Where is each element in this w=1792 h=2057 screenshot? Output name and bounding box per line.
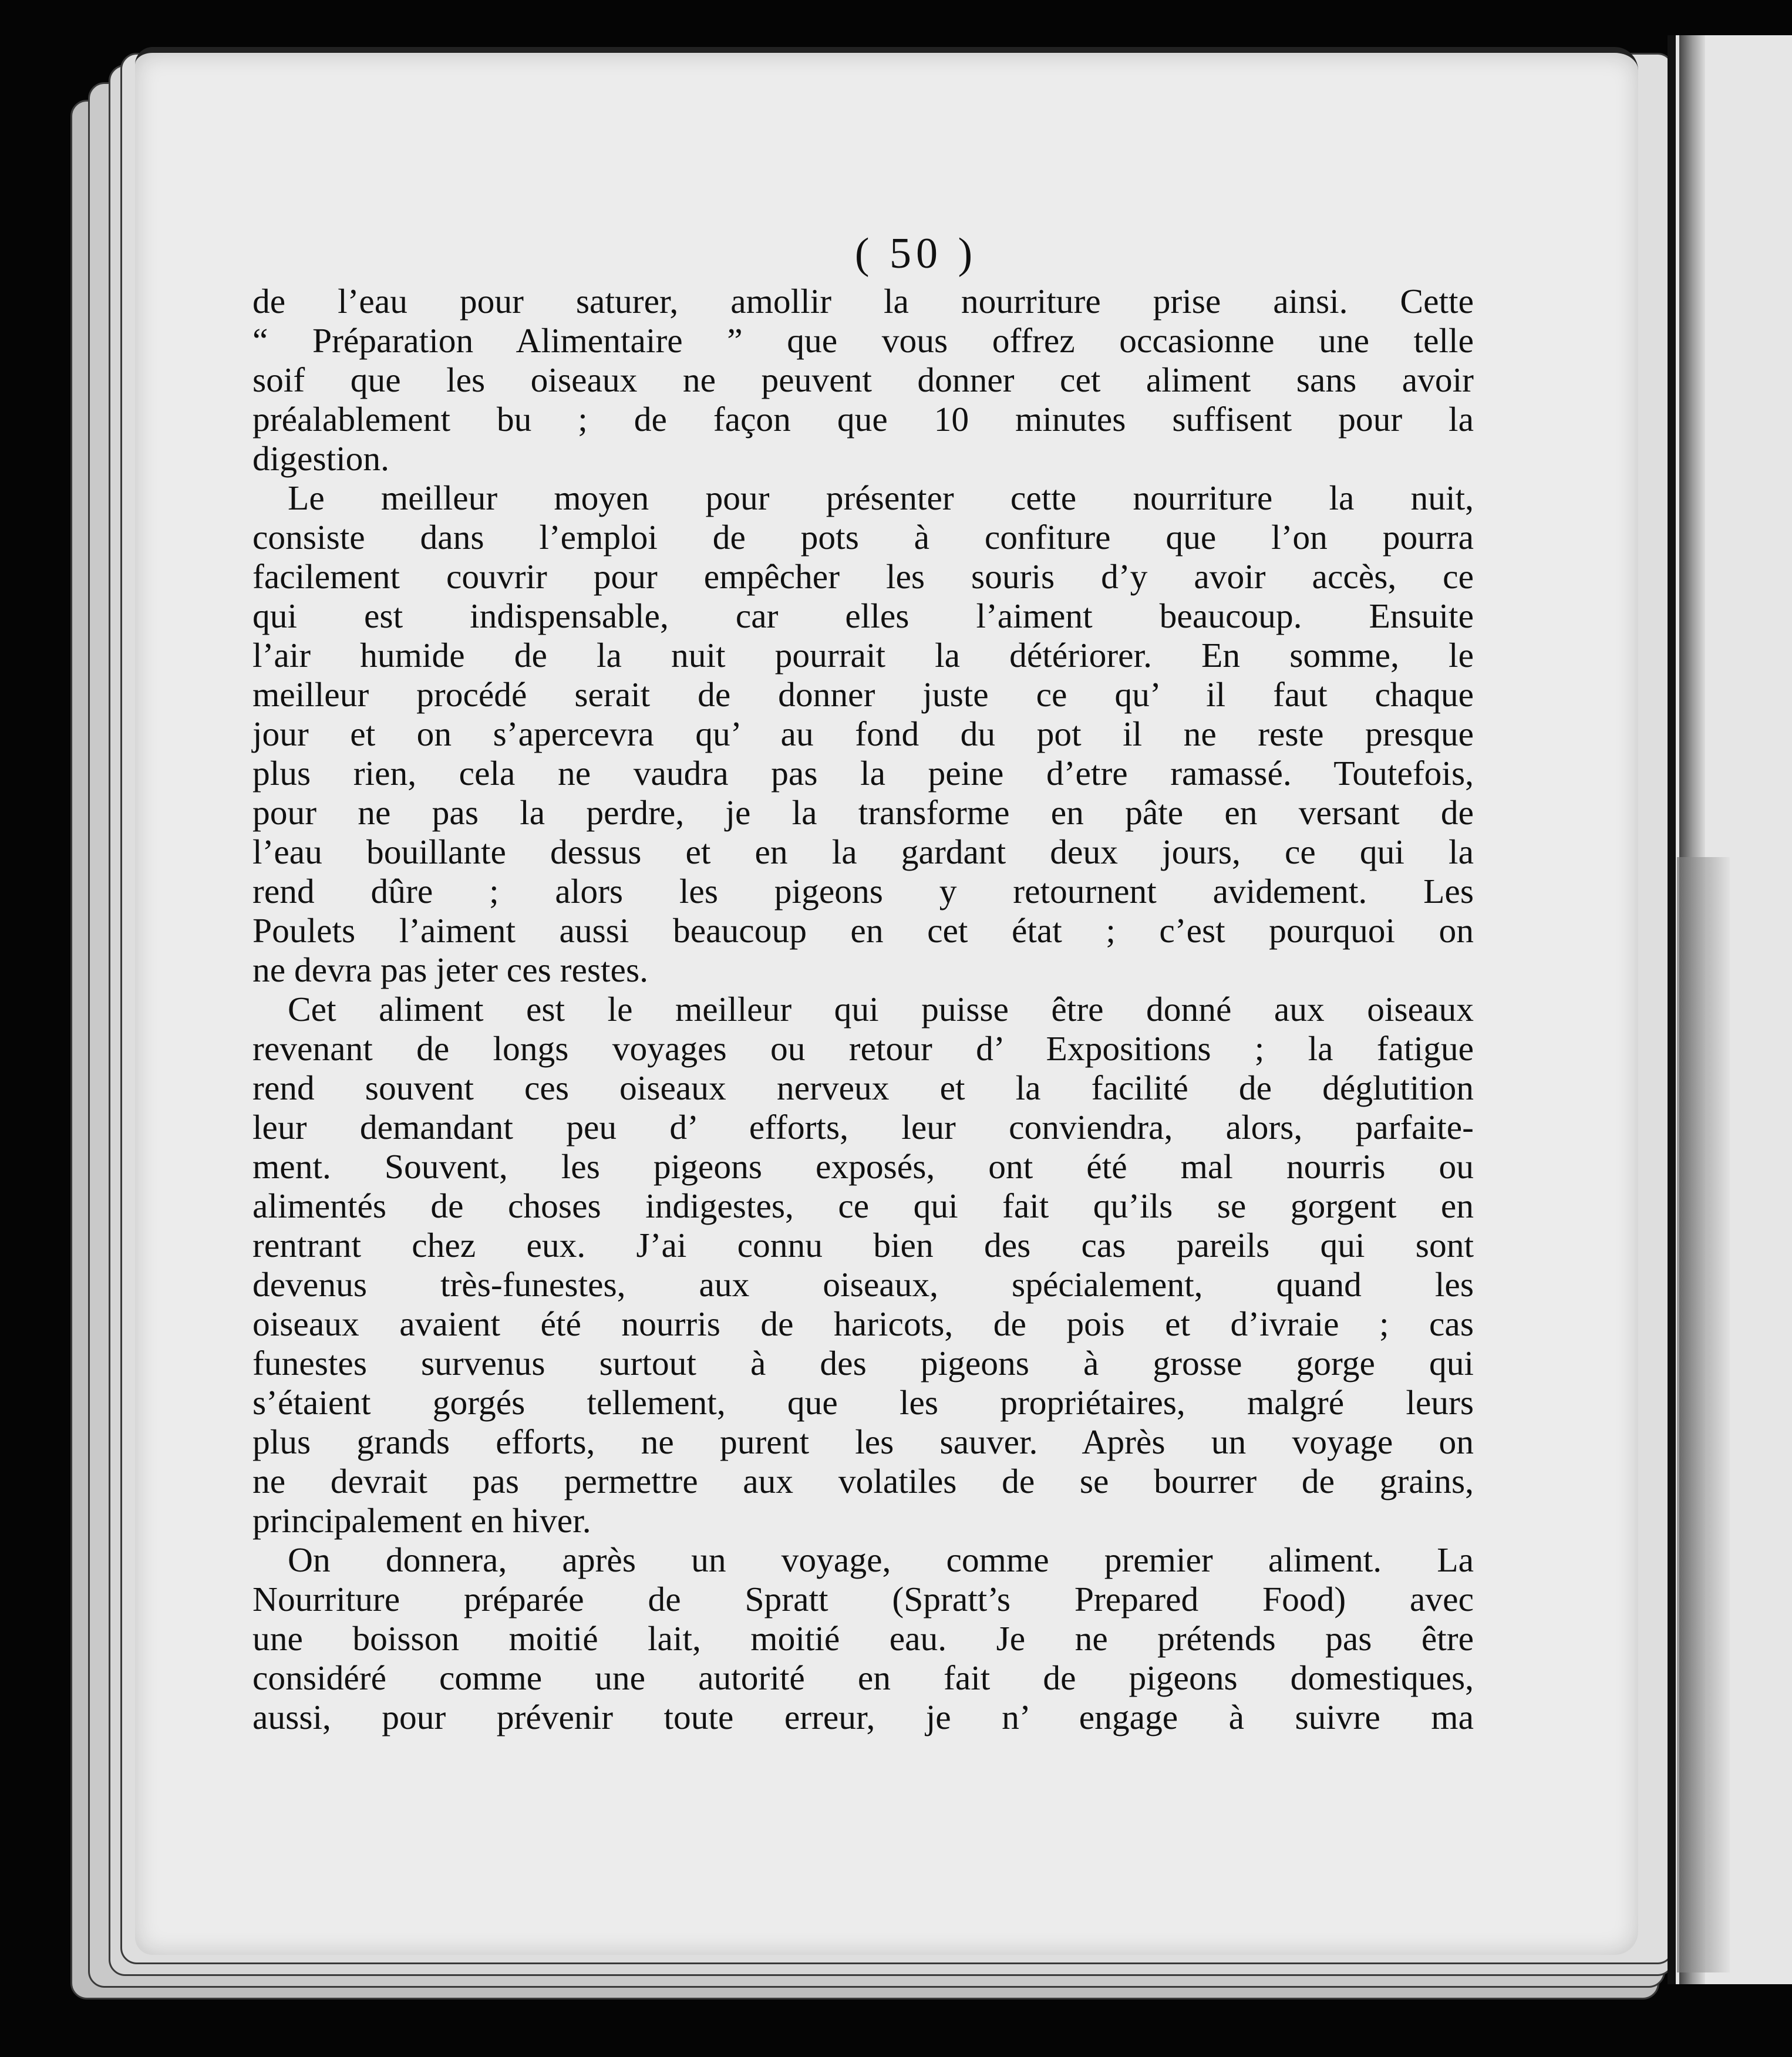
text-line: une boisson moitié lait, moitié eau. Je ne prétends pas être	[252, 1619, 1474, 1658]
body-text	[252, 282, 1474, 1737]
text-line: rend dûre ; alors les pigeons y retournent avidement. Les	[252, 872, 1474, 911]
text-line: Cet aliment est le meilleur qui puisse être donné aux oiseaux	[288, 990, 1474, 1028]
text-line: soif que les oiseaux ne peuvent donner cet aliment sans avoir	[252, 360, 1474, 399]
text-line: facilement couvrir pour empêcher les souris d’y avoir accès, ce	[252, 557, 1474, 596]
text-line: jour et on s’apercevra qu’ au fond du pot il ne reste presque	[252, 714, 1474, 753]
paragraph	[252, 282, 1474, 478]
text-line: préalablement bu ; de façon que 10 minutes suffisent pour la	[252, 400, 1474, 439]
text-line: rentrant chez eux. J’ai connu bien des cas pareils qui sont	[252, 1226, 1474, 1264]
paragraph	[252, 478, 1474, 990]
text-line: consiste dans l’emploi de pots à confiture que l’on pourra	[252, 518, 1474, 557]
text-line: plus grands efforts, ne purent les sauver. Après un voyage on	[252, 1422, 1474, 1461]
text-line: principalement en hiver.	[252, 1501, 591, 1540]
text-line: ne devra pas jeter ces restes.	[252, 950, 648, 989]
facing-page-strip	[1668, 35, 1792, 1984]
text-line: “ Préparation Alimentaire ” que vous offrez occasionne une telle	[252, 321, 1474, 360]
text-line: On donnera, après un voyage, comme premier aliment. La	[288, 1540, 1474, 1579]
text-line: qui est indispensable, car elles l’aiment beaucoup. Ensuite	[252, 596, 1474, 635]
text-line: devenus très-funestes, aux oiseaux, spécialement, quand les	[252, 1265, 1474, 1304]
text-line: aussi, pour prévenir toute erreur, je n’ engage à suivre ma	[252, 1698, 1474, 1736]
text-line: considéré comme une autorité en fait de pigeons domestiques,	[252, 1658, 1474, 1697]
text-line: s’étaient gorgés tellement, que les propriétaires, malgré leurs	[252, 1383, 1474, 1422]
text-line: funestes survenus surtout à des pigeons à grosse gorge qui	[252, 1344, 1474, 1382]
text-line: rend souvent ces oiseaux nerveux et la facilité de déglutition	[252, 1068, 1474, 1107]
text-line: ne devrait pas permettre aux volatiles de se bourrer de grains,	[252, 1462, 1474, 1500]
text-line: Le meilleur moyen pour présenter cette nourriture la nuit,	[288, 478, 1474, 517]
page-number: ( 50 )	[854, 230, 978, 278]
text-line: pour ne pas la perdre, je la transforme en pâte en versant de	[252, 793, 1474, 832]
text-line: de l’eau pour saturer, amollir la nourriture prise ainsi. Cette	[252, 282, 1474, 321]
text-line: ment. Souvent, les pigeons exposés, ont été mal nourris ou	[252, 1147, 1474, 1186]
text-line: digestion.	[252, 439, 390, 478]
paragraph	[252, 990, 1474, 1540]
text-line: l’eau bouillante dessus et en la gardant deux jours, ce qui la	[252, 832, 1474, 871]
text-line: revenant de longs voyages ou retour d’ Expositions ; la fatigue	[252, 1029, 1474, 1068]
text-line: oiseaux avaient été nourris de haricots, de pois et d’ivraie ; cas	[252, 1304, 1474, 1343]
text-line: Nourriture préparée de Spratt (Spratt’s Prepared Food) avec	[252, 1580, 1474, 1618]
text-line: l’air humide de la nuit pourrait la détériorer. En somme, le	[252, 636, 1474, 675]
text-line: meilleur procédé serait de donner juste ce qu’ il faut chaque	[252, 675, 1474, 714]
text-line: Poulets l’aiment aussi beaucoup en cet état ; c’est pourquoi on	[252, 911, 1474, 950]
binding-shadow	[1677, 857, 1730, 1972]
paragraph	[252, 1540, 1474, 1737]
text-line: alimentés de choses indigestes, ce qui fait qu’ils se gorgent en	[252, 1186, 1474, 1225]
text-line: plus rien, cela ne vaudra pas la peine d’etre ramassé. Toutefois,	[252, 754, 1474, 793]
text-line: leur demandant peu d’ efforts, leur conviendra, alors, parfaite-	[252, 1108, 1474, 1146]
